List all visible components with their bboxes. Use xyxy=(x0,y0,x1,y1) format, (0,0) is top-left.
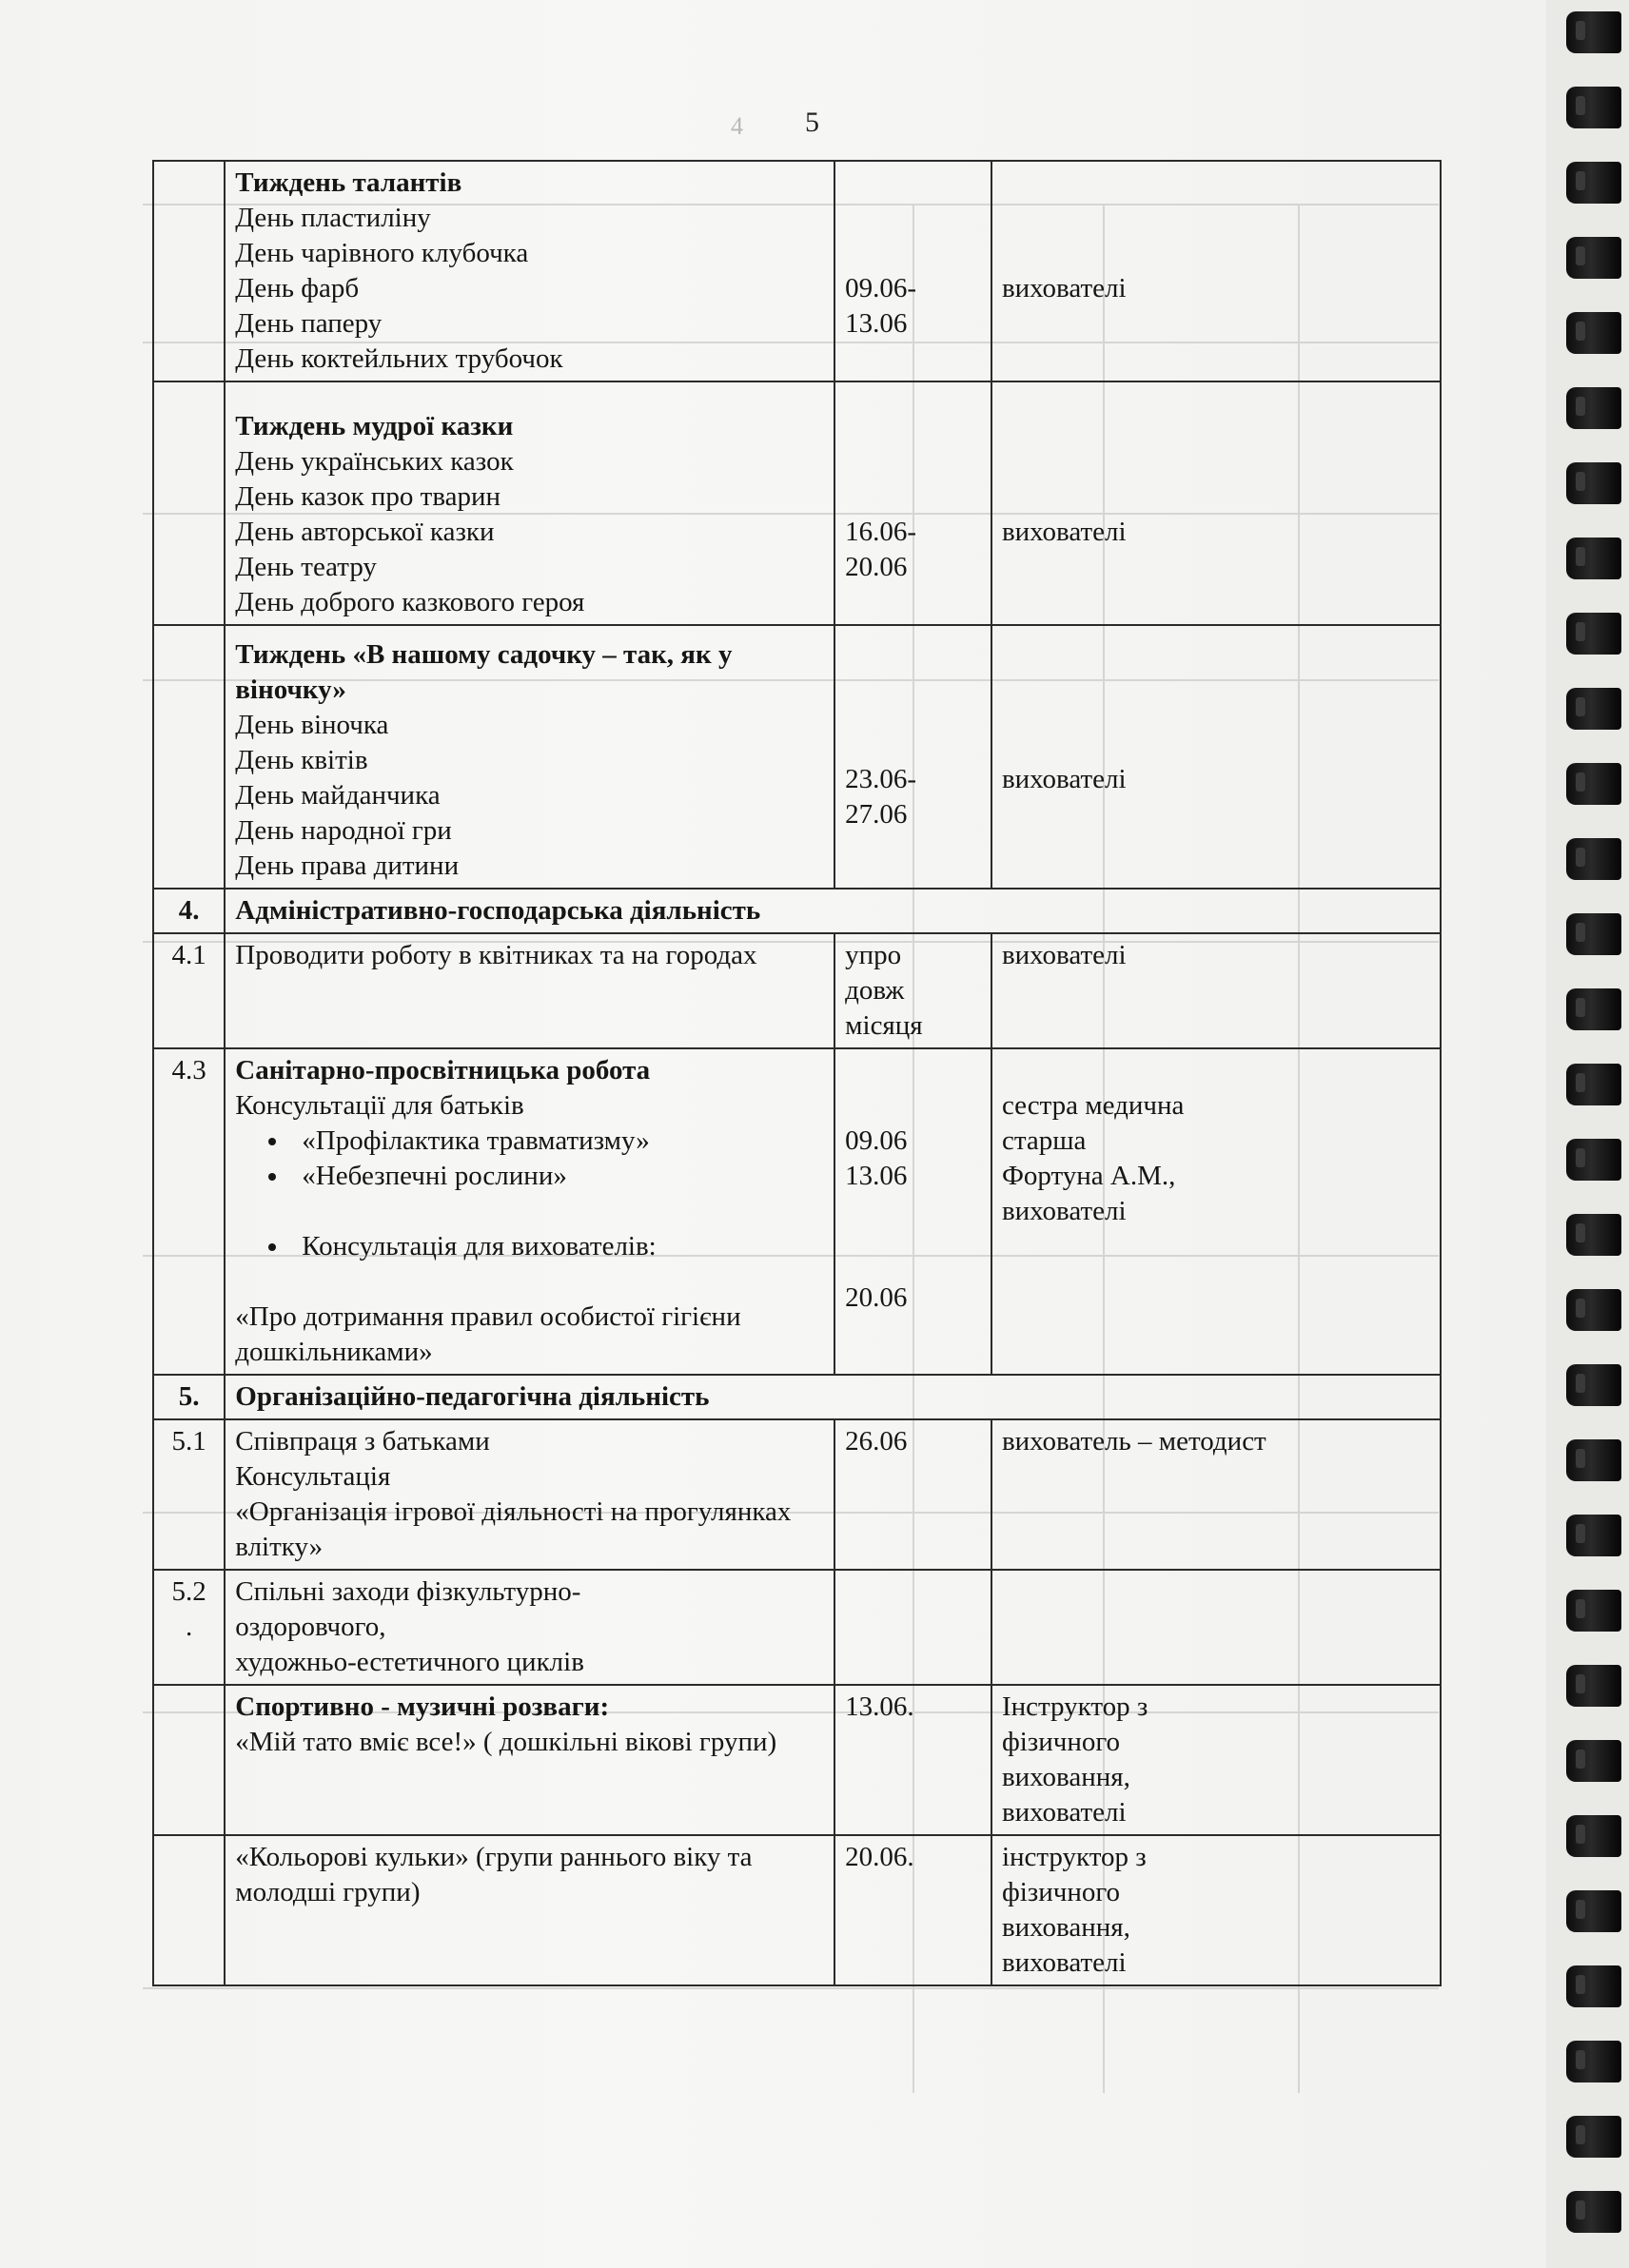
binding-ring xyxy=(1566,688,1621,730)
row-term: 13.06. xyxy=(834,1685,991,1835)
day-item: День квітів xyxy=(235,745,368,775)
term-line: 16.06- xyxy=(845,517,917,547)
row-content: «Кольорові кульки» (групи раннього віку та молодші групи) xyxy=(225,1835,834,1985)
row-5-2-sport xyxy=(153,1685,1441,1835)
content-line: «Організація ігрової діяльності на прогулянках влітку» xyxy=(235,1496,792,1562)
responsible-line: виховання, xyxy=(1001,1762,1130,1792)
week-row-talents xyxy=(153,161,1441,381)
row-responsible xyxy=(991,625,1441,889)
binding-ring xyxy=(1566,462,1621,504)
week-title: Тиждень талантів xyxy=(235,167,462,198)
consultation-topic: «Про дотримання правил особистої гігієни дошкільниками» xyxy=(235,1301,741,1367)
term-line: 13.06 xyxy=(845,308,908,339)
responsible-line: вихователі xyxy=(1001,764,1127,794)
page-number: 5 xyxy=(805,107,819,138)
binding-ring xyxy=(1566,1439,1621,1481)
term-line: 23.06- xyxy=(845,764,917,794)
row-number xyxy=(153,1685,225,1835)
responsible-line: Фортуна А.М., xyxy=(1001,1161,1176,1191)
day-item: День майданчика xyxy=(235,780,441,811)
binding-ring xyxy=(1566,237,1621,279)
list-item: • «Небезпечні рослини» xyxy=(290,1159,824,1194)
binding-ring xyxy=(1566,1890,1621,1932)
term-line: 27.06 xyxy=(845,799,908,830)
responsible-line: фізичного xyxy=(1001,1727,1121,1757)
section-5-header xyxy=(153,1375,1441,1419)
day-item: День віночка xyxy=(235,710,389,740)
row-term: 20.06. xyxy=(834,1835,991,1985)
row-responsible: вихователь – методист xyxy=(991,1419,1441,1570)
responsible-line: вихователі xyxy=(1001,1797,1127,1828)
binding-ring xyxy=(1566,613,1621,655)
row-number-suffix: . xyxy=(186,1612,193,1642)
binding-ring xyxy=(1566,1965,1621,2007)
binding-ring xyxy=(1566,387,1621,429)
row-number: 4.3 xyxy=(153,1048,225,1375)
row-number xyxy=(153,381,225,625)
row-content: Проводити роботу в квітниках та на городах xyxy=(225,933,834,1048)
row-term: 26.06 xyxy=(834,1419,991,1570)
week-row-wreath xyxy=(153,625,1441,889)
responsible-line: виховання, xyxy=(1001,1912,1130,1943)
binding-ring xyxy=(1566,2116,1621,2158)
row-number: 5.1 xyxy=(153,1419,225,1570)
binding-ring xyxy=(1566,1064,1621,1105)
row-responsible xyxy=(991,1685,1441,1835)
row-term xyxy=(834,1570,991,1685)
binding-ring xyxy=(1566,1665,1621,1707)
row-content xyxy=(225,1570,834,1685)
responsible-line: вихователі xyxy=(1001,273,1127,303)
row-content xyxy=(225,1048,834,1375)
row-content xyxy=(225,1419,834,1570)
row-content xyxy=(225,161,834,381)
binding-ring xyxy=(1566,763,1621,805)
row-term xyxy=(834,1048,991,1375)
binding-ring xyxy=(1566,87,1621,128)
content-line: Консультація xyxy=(235,1461,391,1492)
responsible-line: вихователі xyxy=(1001,1196,1127,1226)
row-title: Санітарно-просвітницька робота xyxy=(235,1055,651,1085)
day-item: День права дитини xyxy=(235,850,460,881)
binding-ring xyxy=(1566,1515,1621,1556)
bleed-page-number: 4 xyxy=(731,112,743,140)
section-title: Організаційно-педагогічна діяльність xyxy=(225,1375,1441,1419)
consultation-list xyxy=(235,1124,824,1194)
row-content xyxy=(225,1685,834,1835)
content-line: Спільні заходи фізкультурно- xyxy=(235,1576,581,1607)
binding-ring xyxy=(1566,1815,1621,1857)
day-item: День казок про тварин xyxy=(235,481,501,512)
row-5-2 xyxy=(153,1570,1441,1685)
responsible-line: старша xyxy=(1001,1125,1087,1156)
responsible-line: фізичного xyxy=(1001,1877,1121,1907)
section-4-header xyxy=(153,889,1441,933)
binding-ring xyxy=(1566,11,1621,53)
content-line: Співпраця з батьками xyxy=(235,1426,490,1457)
plan-table xyxy=(152,160,1442,1986)
day-item: День коктейльних трубочок xyxy=(235,343,563,374)
row-responsible xyxy=(991,161,1441,381)
term-line: упро xyxy=(845,940,902,970)
binding-ring xyxy=(1566,1740,1621,1782)
row-content xyxy=(225,625,834,889)
binding-ring xyxy=(1566,913,1621,955)
week-row-fairy-tale xyxy=(153,381,1441,625)
binding-ring xyxy=(1566,1364,1621,1406)
binding-ring xyxy=(1566,1214,1621,1256)
row-number xyxy=(153,1835,225,1985)
day-item: День народної гри xyxy=(235,815,452,846)
binding-ring xyxy=(1566,2191,1621,2233)
row-responsible xyxy=(991,1048,1441,1375)
responsible-line: сестра медична xyxy=(1001,1090,1185,1121)
row-responsible xyxy=(991,1570,1441,1685)
binding-ring xyxy=(1566,162,1621,204)
row-responsible xyxy=(991,1835,1441,1985)
responsible-line: вихователі xyxy=(1001,517,1127,547)
term-line: 13.06 xyxy=(845,1161,908,1191)
binding-ring xyxy=(1566,312,1621,354)
binding-ring xyxy=(1566,1289,1621,1331)
row-term xyxy=(834,161,991,381)
section-title: Адміністративно-господарська діяльність xyxy=(225,889,1441,933)
list-item: • «Профілактика травматизму» xyxy=(290,1124,824,1159)
section-number: 4. xyxy=(153,889,225,933)
educator-consultation-list xyxy=(235,1229,824,1264)
day-item: День паперу xyxy=(235,308,383,339)
day-item: День пластиліну xyxy=(235,203,431,233)
day-item: День фарб xyxy=(235,273,360,303)
row-term xyxy=(834,933,991,1048)
day-item: День доброго казкового героя xyxy=(235,587,585,617)
term-line: 09.06 xyxy=(845,1125,908,1156)
day-item: День чарівного клубочка xyxy=(235,238,529,268)
row-5-1 xyxy=(153,1419,1441,1570)
day-item: День українських казок xyxy=(235,446,514,477)
row-4-1 xyxy=(153,933,1441,1048)
row-subtitle: Консультації для батьків xyxy=(235,1090,524,1121)
term-line: місяця xyxy=(845,1010,923,1041)
responsible-line: інструктор з xyxy=(1001,1842,1147,1872)
row-5-2-balloons xyxy=(153,1835,1441,1985)
row-number-text: 5.2 xyxy=(171,1576,206,1607)
row-number xyxy=(153,161,225,381)
binding-ring xyxy=(1566,538,1621,579)
content-line: художньо-естетичного циклів xyxy=(235,1647,584,1677)
binding-ring xyxy=(1566,988,1621,1030)
row-responsible xyxy=(991,381,1441,625)
term-line: довж xyxy=(845,975,905,1006)
row-number: 4.1 xyxy=(153,933,225,1048)
day-item: День театру xyxy=(235,552,377,582)
section-number: 5. xyxy=(153,1375,225,1419)
binding-ring xyxy=(1566,1590,1621,1632)
binding-ring xyxy=(1566,2041,1621,2082)
event-text: «Мій тато вміє все!» ( дошкільні вікові групи) xyxy=(235,1727,777,1757)
spiral-binding xyxy=(1545,0,1629,2268)
row-4-3 xyxy=(153,1048,1441,1375)
binding-ring xyxy=(1566,838,1621,880)
term-line: 20.06 xyxy=(845,1282,908,1313)
responsible-line: вихователі xyxy=(1001,1947,1127,1978)
term-line: 09.06- xyxy=(845,273,917,303)
row-number xyxy=(153,625,225,889)
binding-ring xyxy=(1566,1139,1621,1181)
term-line: 20.06 xyxy=(845,552,908,582)
row-term xyxy=(834,381,991,625)
row-responsible: вихователі xyxy=(991,933,1441,1048)
responsible-line: Інструктор з xyxy=(1001,1691,1148,1722)
row-number xyxy=(153,1570,225,1685)
list-item: • Консультація для вихователів: xyxy=(290,1229,824,1264)
week-title: Тиждень «В нашому садочку – так, як у віночку» xyxy=(235,639,733,705)
row-content xyxy=(225,381,834,625)
week-title: Тиждень мудрої казки xyxy=(235,411,514,441)
day-item: День авторської казки xyxy=(235,517,495,547)
content-line: оздоровчого, xyxy=(235,1612,386,1642)
event-title: Спортивно - музичні розваги: xyxy=(235,1691,610,1722)
row-term xyxy=(834,625,991,889)
